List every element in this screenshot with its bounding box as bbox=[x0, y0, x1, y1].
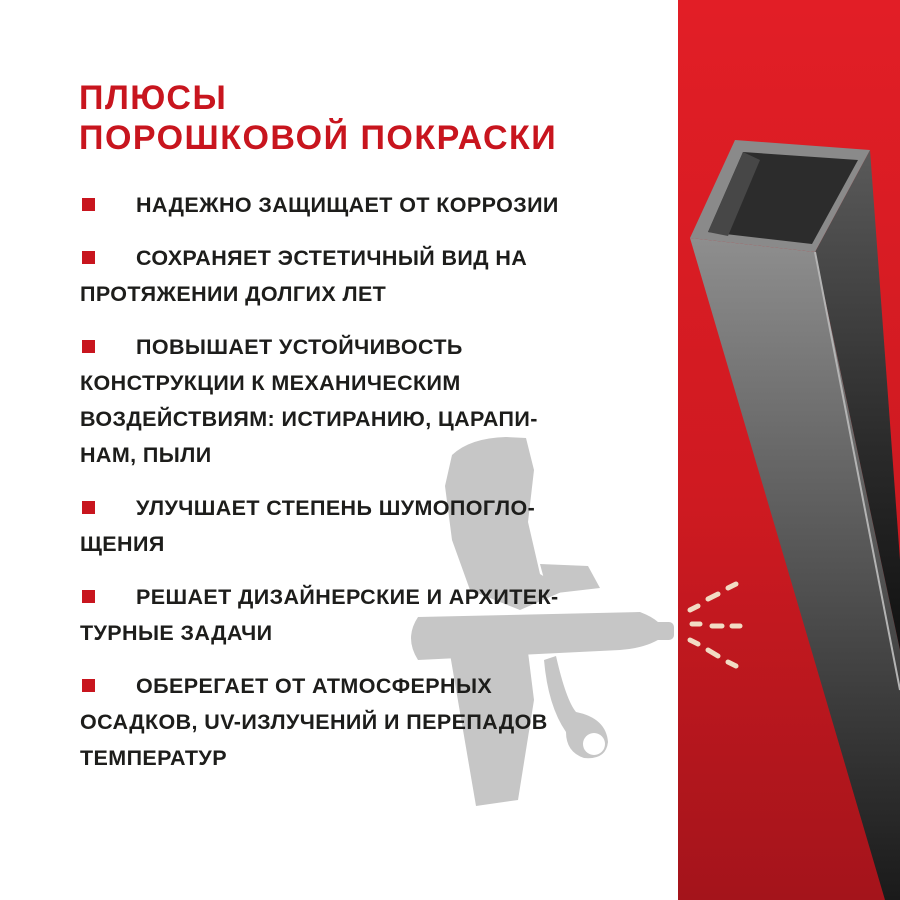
benefit-text-line: НАДЕЖНО ЗАЩИЩАЕТ ОТ КОРРОЗИИ bbox=[136, 193, 559, 217]
benefit-item bbox=[80, 490, 680, 562]
bullet-square-icon bbox=[82, 251, 95, 264]
benefit-item bbox=[80, 240, 680, 312]
benefit-text-line: ЩЕНИЯ bbox=[80, 532, 165, 556]
title-line-2: ПОРОШКОВОЙ ПОКРАСКИ bbox=[79, 119, 558, 157]
bullet-square-icon bbox=[82, 590, 95, 603]
benefit-text-line: СОХРАНЯЕТ ЭСТЕТИЧНЫЙ ВИД НА bbox=[136, 246, 528, 270]
bullet-square-icon bbox=[82, 198, 95, 211]
benefit-item bbox=[80, 187, 680, 223]
benefit-text-line: ОБЕРЕГАЕТ ОТ АТМОСФЕРНЫХ bbox=[136, 674, 493, 698]
benefit-text-line: КОНСТРУКЦИИ К МЕХАНИЧЕСКИМ bbox=[80, 371, 461, 395]
benefit-text-line: ПРОТЯЖЕНИИ ДОЛГИХ ЛЕТ bbox=[80, 282, 387, 306]
benefit-text-line: ТЕМПЕРАТУР bbox=[80, 746, 227, 770]
benefit-text-line: РЕШАЕТ ДИЗАЙНЕРСКИЕ И АРХИТЕК- bbox=[136, 585, 559, 609]
benefit-text-line: УЛУЧШАЕТ СТЕПЕНЬ ШУМОПОГЛО- bbox=[136, 496, 536, 520]
benefit-item bbox=[80, 329, 680, 473]
benefit-text-line: ПОВЫШАЕТ УСТОЙЧИВОСТЬ bbox=[136, 335, 463, 359]
bullet-square-icon bbox=[82, 501, 95, 514]
benefit-text-line: ТУРНЫЕ ЗАДАЧИ bbox=[80, 621, 273, 645]
square-metal-tube-image bbox=[690, 140, 900, 900]
benefit-text-line: ВОЗДЕЙСТВИЯМ: ИСТИРАНИЮ, ЦАРАПИ- bbox=[80, 407, 538, 431]
bullet-square-icon bbox=[82, 679, 95, 692]
page-title bbox=[79, 78, 679, 158]
benefit-text-line: ОСАДКОВ, UV-ИЗЛУЧЕНИЙ И ПЕРЕПАДОВ bbox=[80, 710, 548, 734]
benefits-list bbox=[80, 187, 680, 776]
benefit-item bbox=[80, 579, 680, 651]
benefit-item bbox=[80, 668, 680, 776]
title-line-1: ПЛЮСЫ bbox=[79, 79, 228, 117]
spray-mist-icon bbox=[690, 584, 740, 666]
bullet-square-icon bbox=[82, 340, 95, 353]
benefit-text-line: НАМ, ПЫЛИ bbox=[80, 443, 212, 467]
